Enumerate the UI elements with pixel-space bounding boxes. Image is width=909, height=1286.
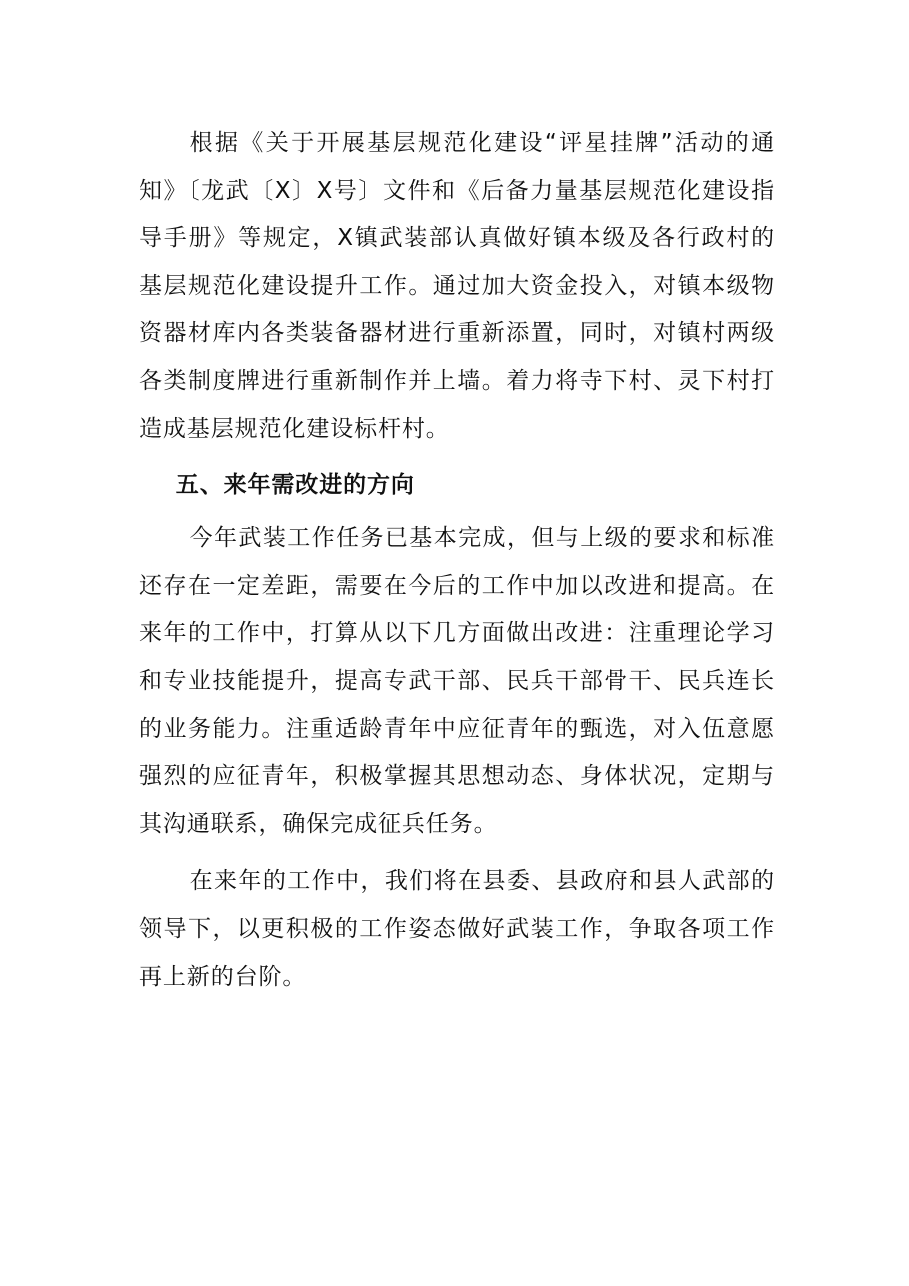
paragraph-improvement-plan: 今年武装工作任务已基本完成，但与上级的要求和标准还存在一定差距，需要在今后的工作中加以改进和提高。在来年的工作中，打算从以下几方面做出改进：注重理论学习和专业技能提升，提高专武干部、民兵干部骨干、民兵连长的业务能力。注重适龄青年中应征青年的甄选，对入伍意愿强烈的应征青年，积极掌握其思想动态、身体状况，定期与其沟通联系，确保完成征兵任务。 [139, 525, 775, 837]
paragraph-closing-statement: 在来年的工作中，我们将在县委、县政府和县人武部的领导下，以更积极的工作姿态做好武装工作，争取各项工作再上新的台阶。 [139, 868, 775, 990]
document-body [139, 120, 775, 1001]
paragraph-standardization-work: 根据《关于开展基层规范化建设“评星挂牌”活动的通知》〔龙武〔X〕X号〕文件和《后备力量基层规范化建设指导手册》等规定，X镇武装部认真做好镇本级及各行政村的基层规范化建设提升工作。通过加大资金投入，对镇本级物资器材库内各类装备器材进行重新添置，同时，对镇村两级各类制度牌进行重新制作并上墙。着力将寺下村、灵下村打造成基层规范化建设标杆村。 [139, 130, 775, 442]
section-heading-next-year-improvements: 五、来年需改进的方向 [175, 472, 415, 499]
